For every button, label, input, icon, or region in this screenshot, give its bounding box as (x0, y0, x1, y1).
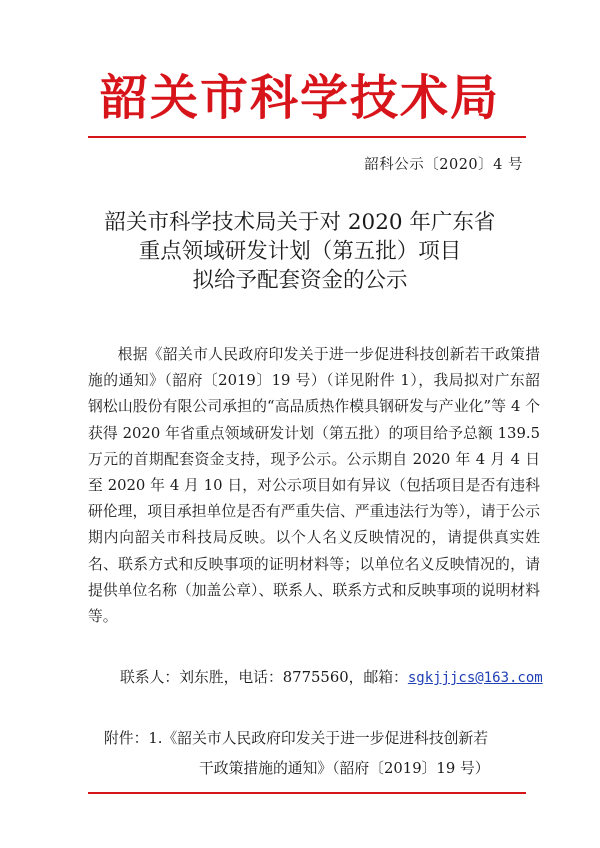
contact-text: 联系人：刘东胜，电话：8775560，邮箱： (120, 669, 408, 686)
title-line-3: 拟给予配套资金的公示 (192, 268, 408, 293)
masthead-title: 韶关市科学技术局 (99, 70, 500, 126)
masthead-divider (88, 136, 526, 138)
title-line-2: 重点领域研发计划（第五批）项目 (138, 239, 462, 264)
document-number: 韶科公示〔2020〕4 号 (364, 157, 523, 173)
attachment-line-1: 附件：1.《韶关市人民政府印发关于进一步促进科技创新若 (104, 730, 489, 747)
page-corner-mark (510, 788, 522, 796)
title-line-1: 韶关市科学技术局关于对 2020 年广东省 (104, 210, 496, 235)
document-body (88, 342, 540, 630)
attachment-line-2: 干政策措施的通知》（韶府〔2019〕19 号） (199, 760, 490, 777)
footer-divider (88, 792, 526, 794)
body-paragraph: 根据《韶关市人民政府印发关于进一步促进科技创新若干政策措施的通知》（韶府〔2019〕19 号）（详见附件 1），我局拟对广东韶钢松山股份有限公司承担的“高品质热作模具钢研发与产业化”等 4 个获得 2020 年省重点领域研发计划（第五批）的项目给予总额 139.5 万元的首期配套资金支持，现予公示。公示期自 2020 年 4 月 4 日至 2020 年 4 月 10 日，对公示项目如有异议（包括项目是否有违科研伦理，项目承担单位是否有严重失信、严重违法行为等），请于公示期内向韶关市科技局反映。以个人名义反映情况的，请提供真实姓名、联系方式和反映事项的证明材料等；以单位名义反映情况的，请提供单位名称（加盖公章）、联系人、联系方式和反映事项的说明材料等。 (88, 346, 540, 626)
email-link[interactable]: sgkjjjcs@163.com (407, 670, 543, 686)
document-title (0, 208, 600, 295)
contact-line (120, 666, 543, 687)
